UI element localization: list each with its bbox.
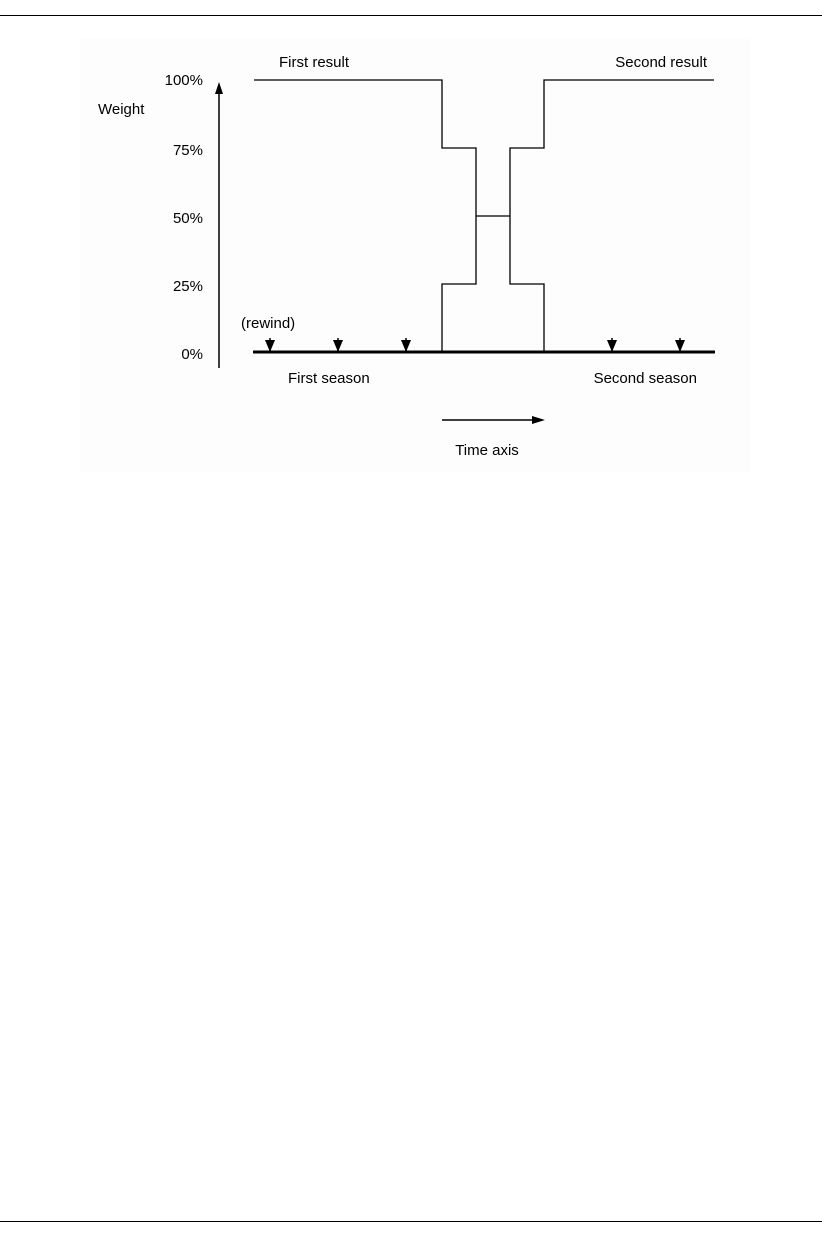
bottom-rule: [0, 1221, 822, 1222]
first-season-label: First season: [288, 370, 370, 387]
y-tick-label-50: 50%: [172, 210, 203, 227]
y-tick-label-0: 0%: [181, 346, 203, 363]
second-season-label: Second season: [593, 370, 697, 387]
weight-time-diagram: [80, 38, 750, 472]
time-axis-label: Time axis: [455, 442, 519, 459]
weight-time-figure: [80, 38, 750, 472]
rewind-label: (rewind): [241, 315, 296, 332]
y-axis-label: Weight: [98, 101, 145, 118]
top-rule: [0, 15, 822, 16]
y-tick-label-100: 100%: [164, 72, 203, 89]
first-season-markers: [265, 338, 411, 352]
second-result-label: Second result: [615, 54, 707, 71]
y-axis-arrowhead: [215, 82, 223, 94]
second-season-markers: [607, 338, 685, 352]
first-result-curve: [254, 80, 476, 352]
y-tick-label-75: 75%: [172, 142, 203, 159]
time-axis-arrowhead: [532, 416, 545, 424]
y-tick-label-25: 25%: [172, 278, 203, 295]
second-result-curve: [510, 80, 714, 352]
first-result-label: First result: [279, 54, 350, 71]
